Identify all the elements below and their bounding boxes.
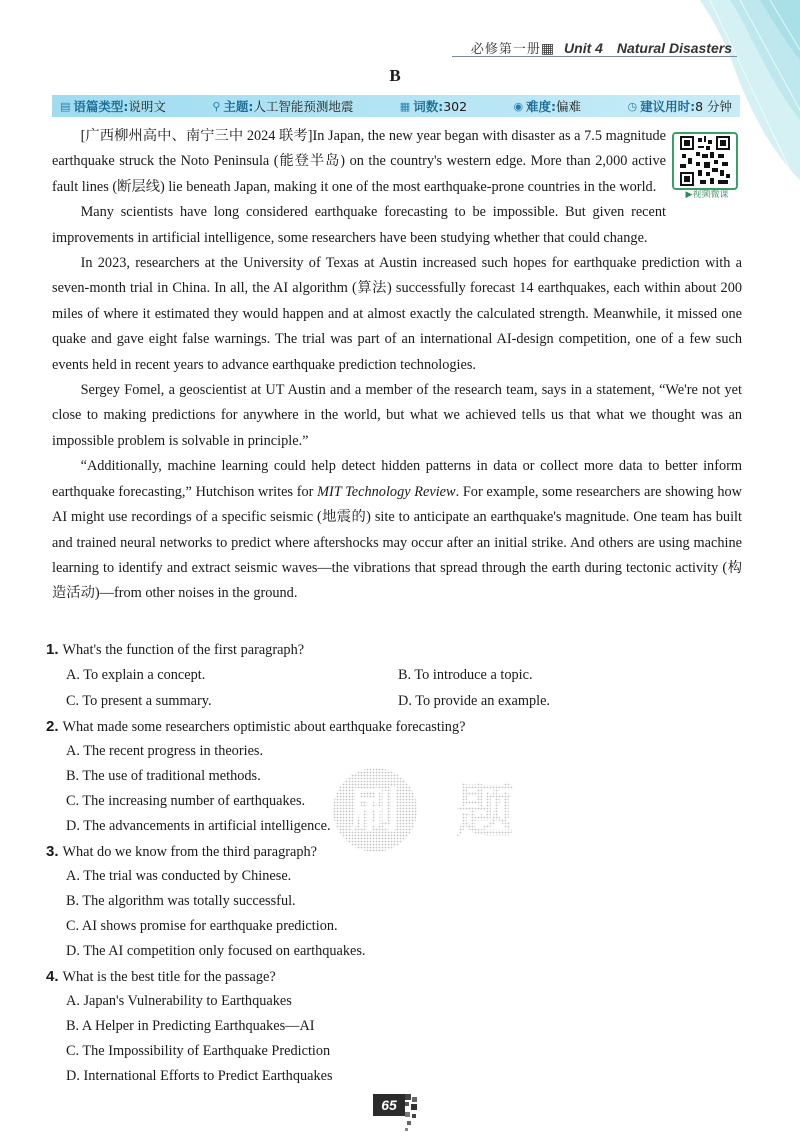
question-stem: What made some researchers optimistic about earthquake forecasting? xyxy=(62,719,466,735)
paragraph-5: “Additionally, machine learning could help detect hidden patterns in data or collect more data to better inform earthquake forecasting,” Hutchison writes for MIT Technology Review. For example, some researchers are showing how AI might use recordings of a specific seismic (地震的) site to anticipate an earthquake's magnitude. One team has built and trained neural networks to predict where aftershocks may occur after an initial strike. And others are using machine learning to identify and extract seismic waves—the vibrations that spread through the earth during tectonic activity (构造活动)—from other noises in the ground. xyxy=(52,458,742,602)
info-time xyxy=(627,97,732,115)
qr-code-frame xyxy=(672,132,738,190)
question-stem: What is the best title for the passage? xyxy=(62,969,276,985)
search-icon: ⚲ xyxy=(212,99,221,113)
info-time-label: 建议用时: xyxy=(640,99,696,114)
question-number: 4. xyxy=(46,968,59,985)
watermark-char-2: 题 xyxy=(455,777,515,845)
gauge-icon: ◉ xyxy=(513,99,524,113)
option-c[interactable]: C. To present a summary. xyxy=(66,693,212,709)
paragraph-1 xyxy=(52,124,742,200)
question-3 xyxy=(46,839,746,964)
grid-icon: ▦ xyxy=(399,99,411,113)
info-theme-value: 人工智能预测地震 xyxy=(253,99,354,114)
option-d[interactable]: D. The advancements in artificial intelligence. xyxy=(66,818,331,834)
paragraph-1-text: In Japan, the new year began with disaster as a 7.5 magnitude earthquake struck the Noto Peninsula (能登半岛) on the country's western edge. More than 2,000 active fault lines (断层线) lie beneath Japan, making it one of the most earthquake-prone countries in the world. xyxy=(52,128,666,195)
info-theme-label: 主题: xyxy=(223,99,254,114)
section-letter: B xyxy=(389,66,401,85)
option-b[interactable]: B. To introduce a topic. xyxy=(398,667,533,683)
qr-code-video[interactable] xyxy=(672,132,742,204)
book-icon: ▤ xyxy=(60,99,71,113)
info-word-count xyxy=(400,97,467,115)
question-number: 3. xyxy=(46,843,59,860)
option-b[interactable]: B. The use of traditional methods. xyxy=(66,768,261,784)
header-unit: Unit 4 xyxy=(564,40,603,56)
info-genre-value: 说明文 xyxy=(128,99,166,114)
clock-icon: ◷ xyxy=(627,99,638,113)
option-c[interactable]: C. AI shows promise for earthquake prediction. xyxy=(66,918,338,934)
option-d[interactable]: D. To provide an example. xyxy=(398,693,550,709)
option-b[interactable]: B. The algorithm was totally successful. xyxy=(66,893,296,909)
running-header xyxy=(471,38,732,57)
info-difficulty-label: 难度: xyxy=(526,99,557,114)
passage-info-bar xyxy=(52,95,740,117)
option-d[interactable]: D. The AI competition only focused on earthquakes. xyxy=(66,943,366,959)
question-stem: What do we know from the third paragraph? xyxy=(62,844,317,860)
publication-title: MIT Technology Review xyxy=(317,483,456,500)
header-rule xyxy=(452,56,737,57)
option-a[interactable]: A. The trial was conducted by Chinese. xyxy=(66,868,292,884)
info-difficulty xyxy=(513,97,581,115)
option-a[interactable]: A. Japan's Vulnerability to Earthquakes xyxy=(66,993,292,1009)
paragraph-4: Sergey Fomel, a geoscientist at UT Austin and a member of the research team, says in a statement, “We're not yet close to making predictions for anywhere in the world, but what we achieved tells us that what we thought was an impossible problem is solvable in principle.” xyxy=(52,382,742,449)
header-book: 必修第一册 xyxy=(470,41,541,56)
info-theme xyxy=(212,97,353,115)
question-number: 2. xyxy=(46,718,59,735)
page-number-decoration xyxy=(405,1094,425,1134)
info-time-value: 8 分钟 xyxy=(695,99,732,114)
book-icon: ▦ xyxy=(540,40,555,56)
option-d[interactable]: D. International Efforts to Predict Earthquakes xyxy=(66,1068,333,1084)
watermark-char-1: 刷 xyxy=(350,783,400,839)
reading-passage xyxy=(52,124,742,607)
option-a[interactable]: A. The recent progress in theories. xyxy=(66,743,264,759)
qr-code-icon xyxy=(680,136,730,186)
qr-label: ▶视频微课 xyxy=(685,190,729,200)
question-4 xyxy=(46,964,746,1089)
page-number: 65 xyxy=(373,1094,405,1116)
info-genre-label: 语篇类型: xyxy=(73,99,129,114)
info-word-count-value: 302 xyxy=(443,98,468,114)
question-2 xyxy=(46,714,746,839)
info-word-count-label: 词数: xyxy=(413,99,444,114)
option-c[interactable]: C. The increasing number of earthquakes. xyxy=(66,793,306,809)
source-citation: [广西柳州高中、南宁三中 2024 联考] xyxy=(80,128,313,144)
question-list xyxy=(46,637,746,1089)
question-number: 1. xyxy=(46,641,59,658)
paragraph-3: In 2023, researchers at the University of Texas at Austin increased such hopes for earthquake prediction with a seven-month trial in China. In all, the AI algorithm (算法) successfully forecast 14 earthquakes, each within about 200 miles of where it estimated they would happen and at almost exactly the calculated strength. Meanwhile, it missed one quake and gave eight false warnings. The trial was part of an international AI-design competition, one of a few such events held in recent years to advance earthquake prediction technologies. xyxy=(52,255,742,373)
option-a[interactable]: A. To explain a concept. xyxy=(66,667,206,683)
question-1 xyxy=(46,637,746,714)
info-genre xyxy=(60,97,166,115)
option-c[interactable]: C. The Impossibility of Earthquake Prediction xyxy=(66,1043,331,1059)
option-b[interactable]: B. A Helper in Predicting Earthquakes—AI xyxy=(66,1018,315,1034)
question-stem: What's the function of the first paragraph? xyxy=(62,642,305,658)
info-difficulty-value: 偏难 xyxy=(556,99,582,114)
paragraph-2: Many scientists have long considered earthquake forecasting to be impossible. But given recent improvements in artificial intelligence, some researchers have been studying whether that could change. xyxy=(52,204,666,246)
header-topic: Natural Disasters xyxy=(616,40,732,56)
